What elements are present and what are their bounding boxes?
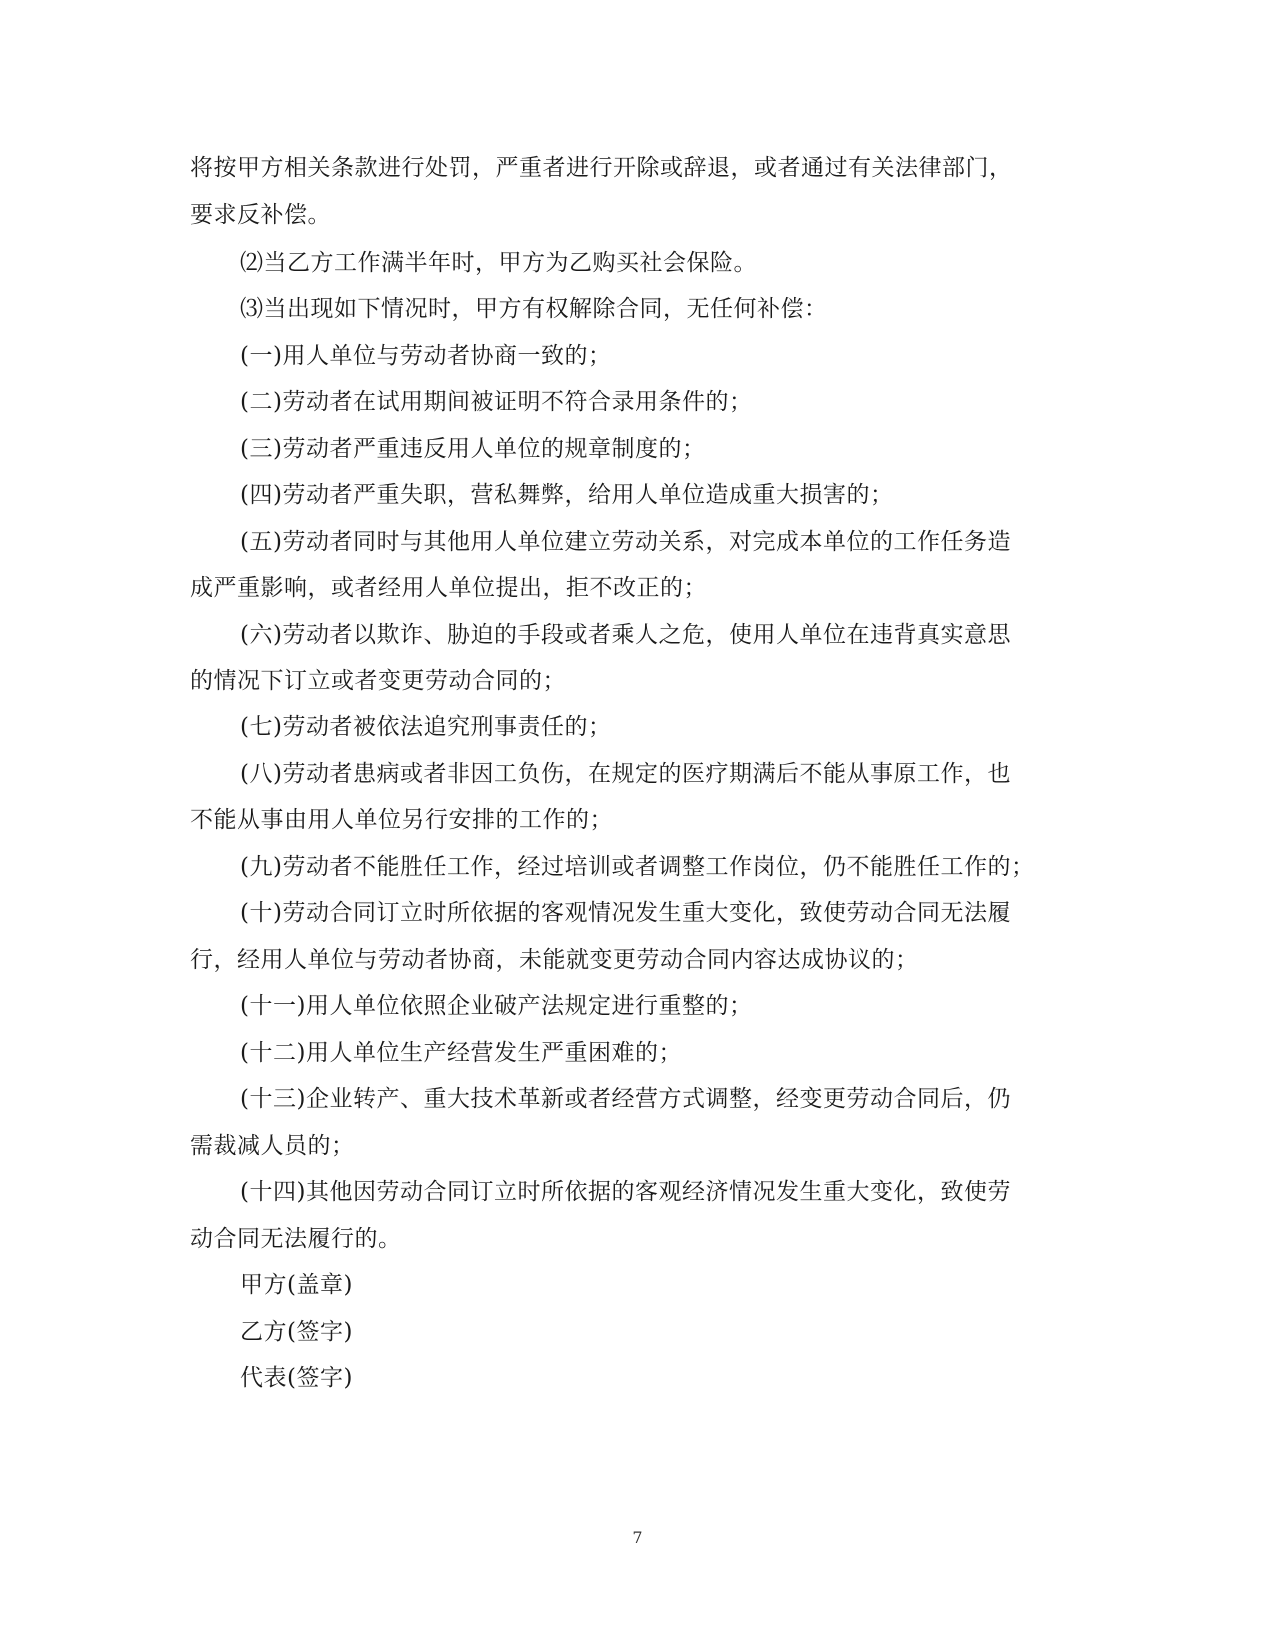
text-line: (一)用人单位与劳动者协商一致的； bbox=[240, 343, 612, 369]
text-line: 不能从事由用人单位另行安排的工作的； bbox=[190, 807, 613, 833]
text-line: 成严重影响，或者经用人单位提出，拒不改正的； bbox=[190, 575, 707, 601]
text-line: 动合同无法履行的。 bbox=[190, 1226, 402, 1252]
text-line: (二)劳动者在试用期间被证明不符合录用条件的； bbox=[240, 389, 753, 415]
text-line: 要求反补偿。 bbox=[190, 202, 331, 228]
text-line: (十三)企业转产、重大技术革新或者经营方式调整，经变更劳动合同后，仍 bbox=[240, 1086, 1011, 1112]
text-line: 行，经用人单位与劳动者协商，未能就变更劳动合同内容达成协议的； bbox=[190, 947, 919, 973]
text-line: (五)劳动者同时与其他用人单位建立劳动关系，对完成本单位的工作任务造 bbox=[240, 529, 1011, 555]
text-line: (九)劳动者不能胜任工作，经过培训或者调整工作岗位，仍不能胜任工作的； bbox=[240, 854, 1035, 880]
text-line: ⑶当出现如下情况时，甲方有权解除合同，无任何补偿： bbox=[240, 296, 828, 322]
text-line: (七)劳动者被依法追究刑事责任的； bbox=[240, 714, 612, 740]
text-line: (四)劳动者严重失职，营私舞弊，给用人单位造成重大损害的； bbox=[240, 482, 894, 508]
text-line: 的情况下订立或者变更劳动合同的； bbox=[190, 668, 566, 694]
text-line: (八)劳动者患病或者非因工负伤，在规定的医疗期满后不能从事原工作，也 bbox=[240, 761, 1011, 787]
text-line: (十)劳动合同订立时所依据的客观情况发生重大变化，致使劳动合同无法履 bbox=[240, 900, 1011, 926]
signature-party-b: 乙方(签字) bbox=[240, 1319, 353, 1345]
signature-representative: 代表(签字) bbox=[240, 1365, 353, 1391]
text-line: 需裁减人员的； bbox=[190, 1133, 355, 1159]
text-line: (十二)用人单位生产经营发生严重困难的； bbox=[240, 1040, 682, 1066]
text-line: 将按甲方相关条款进行处罚，严重者进行开除或辞退，或者通过有关法律部门， bbox=[190, 155, 1013, 181]
page-number: 7 bbox=[632, 1528, 643, 1547]
text-line: ⑵当乙方工作满半年时，甲方为乙购买社会保险。 bbox=[240, 250, 757, 276]
text-line: (六)劳动者以欺诈、胁迫的手段或者乘人之危，使用人单位在违背真实意思 bbox=[240, 622, 1011, 648]
text-line: (十一)用人单位依照企业破产法规定进行重整的； bbox=[240, 993, 753, 1019]
text-line: (十四)其他因劳动合同订立时所依据的客观经济情况发生重大变化，致使劳 bbox=[240, 1179, 1011, 1205]
text-line: (三)劳动者严重违反用人单位的规章制度的； bbox=[240, 436, 706, 462]
signature-party-a: 甲方(盖章) bbox=[240, 1272, 353, 1298]
